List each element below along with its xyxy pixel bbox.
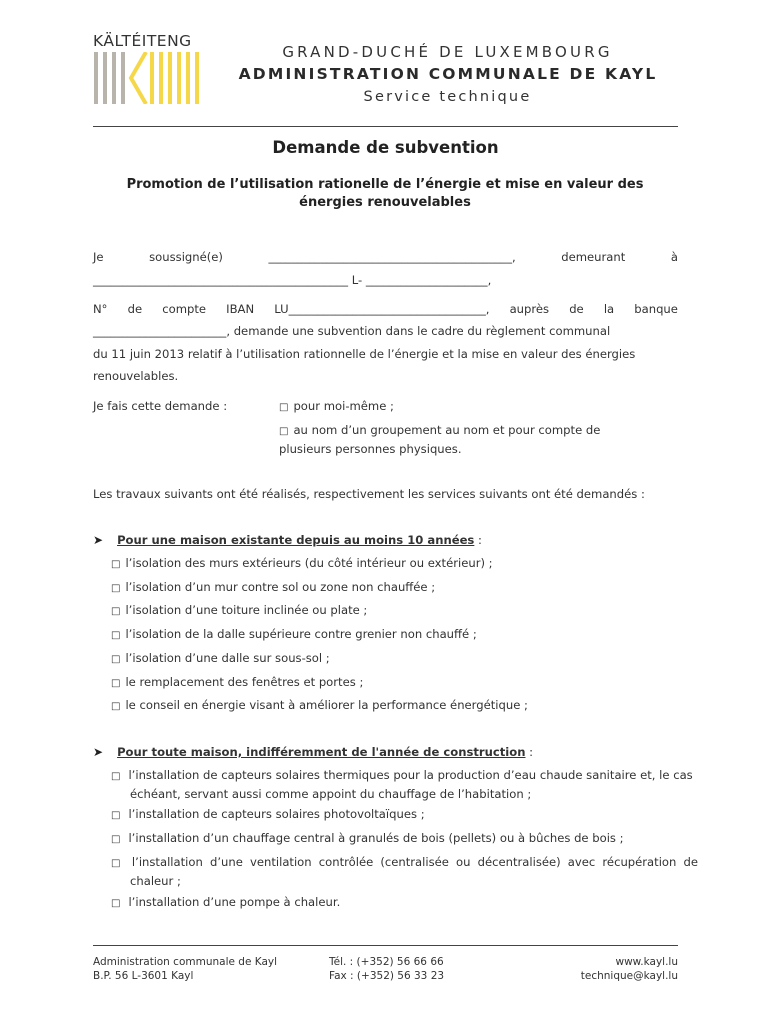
request-option-group[interactable]: [279, 422, 649, 457]
word-a: à: [670, 250, 678, 264]
checklist-item[interactable]: [111, 651, 330, 665]
word-de-2: de: [569, 302, 584, 316]
form-line-renewables: renouvelables.: [93, 369, 179, 383]
checkbox-icon[interactable]: □: [111, 630, 121, 641]
section-existing-suffix: :: [474, 533, 482, 547]
checklist-item-label: l’installation de capteurs solaires thermiques pour la production d’eau chaude sanitaire et, le cas échéant, servant aussi comme appoint du chauffage de l’habitation ;: [128, 768, 693, 801]
checkbox-icon[interactable]: □: [279, 426, 289, 437]
checkbox-icon[interactable]: □: [111, 898, 121, 909]
checklist-item-label: l’isolation d’une dalle sur sous-sol ;: [125, 651, 330, 665]
checklist-item[interactable]: [111, 854, 698, 889]
footer-divider: [93, 945, 678, 946]
checklist-item[interactable]: [111, 603, 367, 617]
header-service: Service technique: [363, 89, 532, 105]
word-je: Je: [93, 250, 104, 264]
section-any-suffix: :: [525, 745, 534, 759]
checkbox-icon[interactable]: □: [111, 654, 121, 665]
section-existing-house: [93, 533, 482, 547]
checklist-item-label: l’isolation d’un mur contre sol ou zone non chauffée ;: [125, 580, 436, 594]
section-existing-title: Pour une maison existante depuis au moins 10 années: [117, 533, 475, 547]
word-la: la: [603, 302, 615, 316]
checklist-item-label: l’installation de capteurs solaires photovoltaïques ;: [128, 807, 425, 821]
checklist-item-label: l’isolation des murs extérieurs (du côté intérieur ou extérieur) ;: [125, 556, 493, 570]
iban-blank: LU__________________________________,: [274, 302, 490, 316]
arrow-bullet-icon: ➤: [93, 533, 104, 547]
checklist-item-label: le conseil en énergie visant à améliorer la performance énergétique ;: [125, 698, 528, 712]
checkbox-icon[interactable]: □: [111, 678, 121, 689]
form-line-name: [93, 250, 678, 264]
footer-fax: Fax : (+352) 56 33 23: [329, 970, 445, 982]
logo-wordmark: KÄLTÉITENG: [93, 32, 192, 50]
checkbox-icon[interactable]: □: [111, 701, 121, 712]
form-line-bank: _______________________, demande une subvention dans le cadre du règlement communal: [93, 324, 611, 338]
checklist-item[interactable]: [111, 806, 698, 825]
footer-contact: [581, 955, 678, 983]
checkbox-icon[interactable]: □: [279, 402, 289, 413]
request-option-self[interactable]: [279, 399, 394, 413]
header-divider: [93, 126, 678, 127]
option-self-label: pour moi-même ;: [293, 399, 394, 413]
checklist-item-label: l’isolation d’une toiture inclinée ou plate ;: [125, 603, 368, 617]
checklist-item-label: l’installation d’un chauffage central à granulés de bois (pellets) ou à bûches de bois ;: [128, 831, 624, 845]
checklist-item[interactable]: [111, 830, 698, 849]
checklist-item[interactable]: [111, 580, 435, 594]
checklist-item-label: l’installation d’une ventilation contrôlée (centralisée ou décentralisée) avec récupération de chaleur ;: [130, 855, 698, 888]
checklist-item[interactable]: [111, 767, 698, 802]
checklist-item[interactable]: [111, 627, 477, 641]
checkbox-icon[interactable]: □: [111, 606, 121, 617]
checklist-item[interactable]: [111, 894, 698, 913]
footer-website-link[interactable]: www.kayl.lu: [615, 956, 678, 968]
option-group-label: au nom d’un groupement au nom et pour compte de plusieurs personnes physiques.: [279, 423, 601, 456]
document-subtitle: Promotion de l’utilisation rationelle de l’énergie et mise en valeur des énergies renouvelables: [126, 177, 644, 210]
checklist-item-label: l’isolation de la dalle supérieure contre grenier non chauffé ;: [125, 627, 477, 641]
checklist-item[interactable]: [111, 698, 528, 712]
word-no: N°: [93, 302, 108, 316]
footer-address: [93, 955, 277, 983]
header-country: GRAND-DUCHÉ DE LUXEMBOURG: [282, 43, 613, 61]
word-demeurant: demeurant: [561, 250, 626, 264]
footer-tel: Tél. : (+352) 56 66 66: [329, 956, 444, 968]
checkbox-icon[interactable]: □: [111, 559, 121, 570]
checkbox-icon[interactable]: □: [111, 858, 124, 869]
word-banque: banque: [634, 302, 678, 316]
logo-bars-icon: [94, 52, 206, 104]
checkbox-icon[interactable]: □: [111, 834, 121, 845]
checklist-item[interactable]: [111, 556, 493, 570]
section-any-title: Pour toute maison, indifféremment de l'année de construction: [117, 745, 526, 759]
footer-address-line1: Administration communale de Kayl: [93, 956, 278, 968]
word-soussigne: soussigné(e): [149, 250, 223, 264]
footer-email-link[interactable]: technique@kayl.lu: [580, 970, 678, 982]
word-iban: IBAN: [226, 302, 255, 316]
checkbox-icon[interactable]: □: [111, 771, 121, 782]
word-compte: compte: [162, 302, 207, 316]
arrow-bullet-icon: ➤: [93, 745, 104, 759]
footer-phone: [329, 955, 444, 983]
checklist-item-label: le remplacement des fenêtres et portes ;: [125, 675, 364, 689]
request-label: Je fais cette demande :: [93, 399, 228, 413]
checkbox-icon[interactable]: □: [111, 810, 121, 821]
word-aupres: auprès: [509, 302, 550, 316]
document-title: Demande de subvention: [272, 138, 499, 157]
works-intro: Les travaux suivants ont été réalisés, respectivement les services suivants ont été demandés :: [93, 487, 645, 501]
name-blank: __________________________________________,: [268, 250, 516, 264]
checklist-item-label: l’installation d’une pompe à chaleur.: [128, 895, 341, 909]
section-any-house: [93, 745, 533, 759]
footer-address-line2: B.P. 56 L-3601 Kayl: [93, 970, 194, 982]
checkbox-icon[interactable]: □: [111, 583, 121, 594]
checklist-item[interactable]: [111, 675, 363, 689]
kayl-logo: [93, 32, 207, 106]
form-line-regulation: du 11 juin 2013 relatif à l’utilisation rationnelle de l’énergie et la mise en valeur des énergies: [93, 347, 636, 361]
form-line-address: ____________________________________________ L- _____________________,: [93, 273, 492, 287]
form-line-iban: [93, 302, 678, 316]
word-de: de: [127, 302, 143, 316]
header-administration: ADMINISTRATION COMMUNALE DE KAYL: [238, 65, 658, 83]
